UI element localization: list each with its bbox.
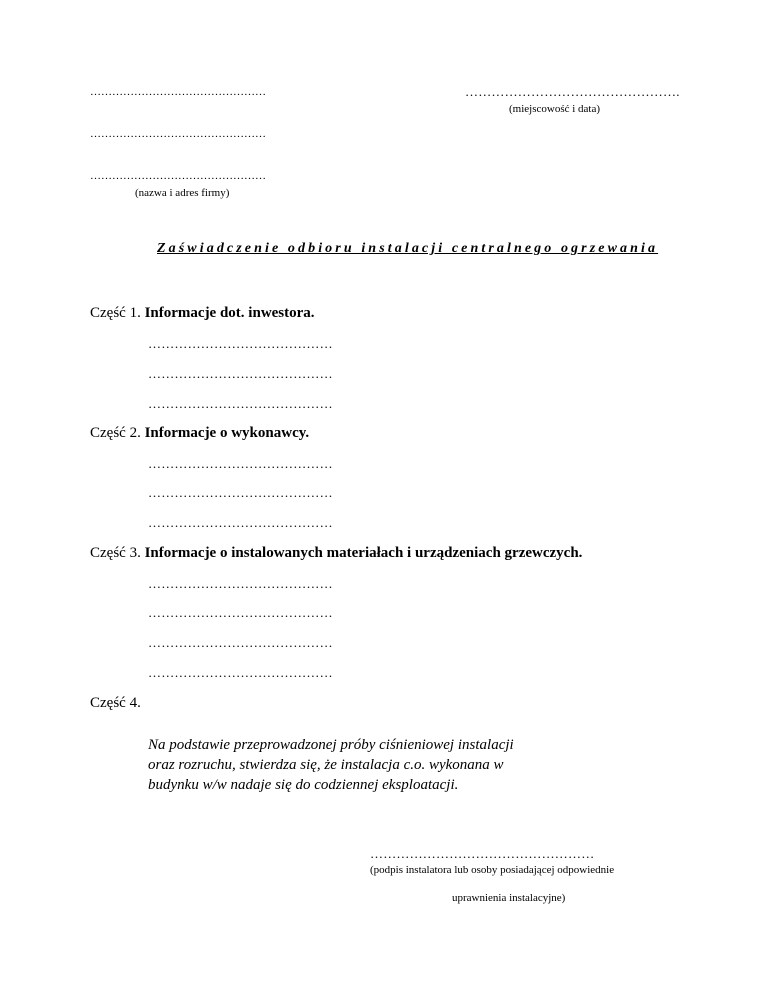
section-2-line-1[interactable]: …………………………………… xyxy=(148,456,333,471)
place-date-caption: (miejscowość i data) xyxy=(509,103,601,115)
statement-text: Na podstawie przeprowadzonej próby ciśnieniowej instalacji oraz rozruchu, stwierdza się, że instalacja c.o. wykonana w budynku w/w nadaje się do codziennej eksploatacji. xyxy=(148,737,514,793)
signature-caption-1: (podpis instalatora lub osoby posiadającej odpowiednie xyxy=(370,864,615,876)
section-3-line-1[interactable]: …………………………………… xyxy=(148,576,333,591)
section-2-heading: Informacje o wykonawcy. xyxy=(144,425,310,441)
section-3-header xyxy=(90,545,582,562)
signature-caption-2: uprawnienia instalacyjne) xyxy=(452,892,566,904)
section-4-header xyxy=(90,695,141,712)
section-1-heading: Informacje dot. inwestora. xyxy=(144,305,315,321)
section-1-header xyxy=(90,305,315,322)
section-1-line-3[interactable]: …………………………………… xyxy=(148,396,333,411)
section-1-line-1[interactable]: …………………………………… xyxy=(148,336,333,351)
section-3-line-4[interactable]: …………………………………… xyxy=(148,665,333,680)
section-3-heading: Informacje o instalowanych materiałach i urządzeniach grzewczych. xyxy=(144,545,583,561)
section-3-line-2[interactable]: …………………………………… xyxy=(148,605,333,620)
company-line-2[interactable]: ………………………………………… xyxy=(90,170,266,182)
section-2-header xyxy=(90,425,309,442)
signature-line[interactable]: …………………………………………… xyxy=(370,846,595,861)
section-1-line-2[interactable]: …………………………………… xyxy=(148,366,333,381)
company-caption: (nazwa i adres firmy) xyxy=(135,187,230,199)
place-date-line[interactable]: …………………………………………. xyxy=(465,84,680,99)
section-3-line-3[interactable]: …………………………………… xyxy=(148,635,333,650)
section-2-line-3[interactable]: …………………………………… xyxy=(148,515,333,530)
section-3-prefix: Część 3. xyxy=(90,545,141,561)
section-2-prefix: Część 2. xyxy=(90,425,141,441)
company-line-1[interactable]: ………………………………………… xyxy=(90,128,266,140)
place-line-left[interactable]: ………………………………………… xyxy=(90,86,266,98)
section-4-prefix: Część 4. xyxy=(90,695,141,711)
section-1-prefix: Część 1. xyxy=(90,305,141,321)
section-2-line-2[interactable]: …………………………………… xyxy=(148,485,333,500)
document-title: Zaświadczenie odbioru instalacji centralnego ogrzewania xyxy=(157,241,659,256)
